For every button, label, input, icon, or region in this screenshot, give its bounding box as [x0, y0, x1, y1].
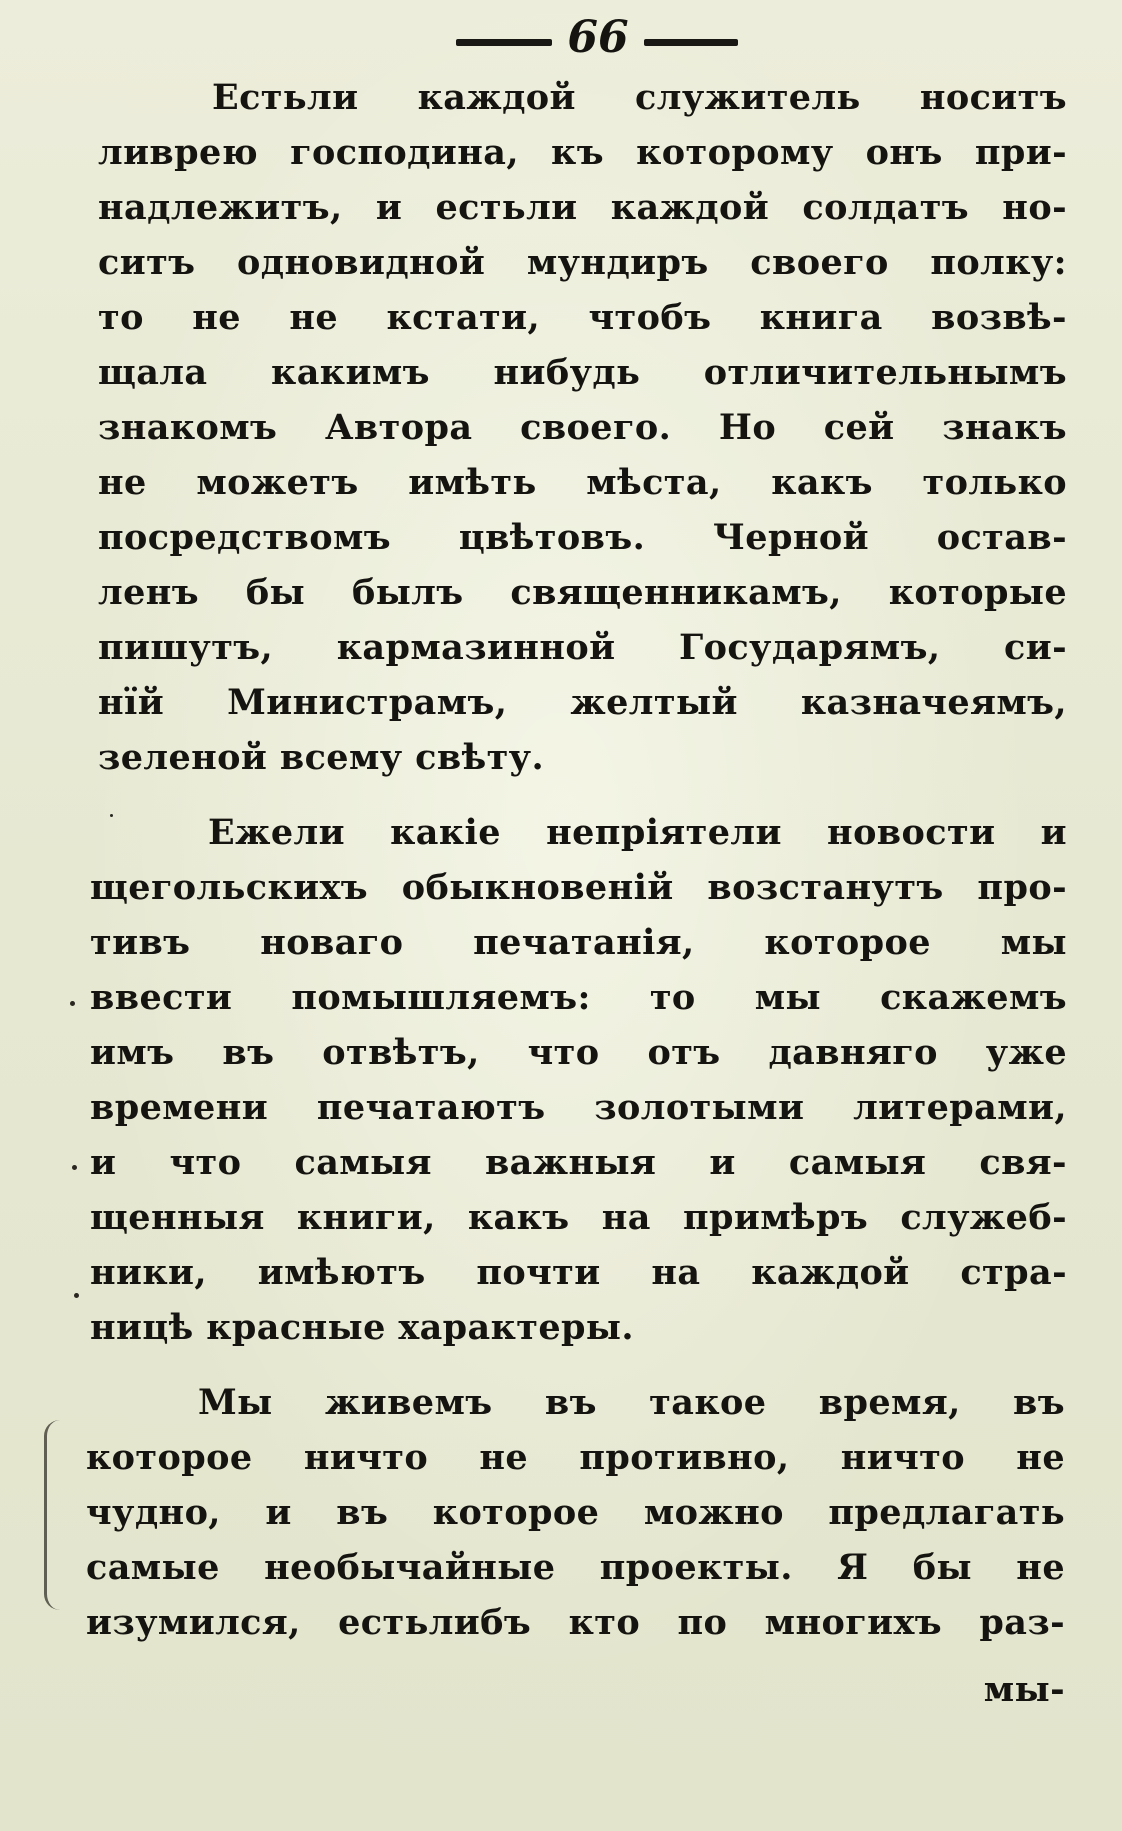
margin-bracket-mark [44, 1420, 65, 1610]
text-line: зеленой всему свѣту. [98, 737, 545, 778]
text-line: надлежитъ, и естьли каждой солдатъ но- [98, 187, 1067, 228]
text-line: самые необычайные проекты. Я бы не [86, 1547, 1065, 1588]
text-line: щегольскихъ обыкновеній возстанутъ про- [90, 867, 1067, 908]
ink-speck [70, 1001, 75, 1006]
text-line: тивъ новаго печатанія, которое мы [90, 922, 1067, 963]
text-line: Ежели какіе непріятели новости и [208, 812, 1067, 853]
text-line: щала какимъ нибудь отличительнымъ [98, 352, 1067, 393]
text-line: ситъ одновидной мундиръ своего полку: [98, 242, 1067, 283]
ink-speck [110, 814, 113, 817]
text-line: изумился, естьлибъ кто по многихъ раз- [86, 1602, 1065, 1643]
ink-speck [74, 1293, 79, 1298]
text-line: ввести помышляемъ: то мы скажемъ [90, 977, 1067, 1018]
text-line: щенныя книги, какъ на примѣръ служеб- [90, 1197, 1067, 1238]
text-line: знакомъ Автора своего. Но сей знакъ [98, 407, 1067, 448]
text-line: пишутъ, кармазинной Государямъ, си- [98, 627, 1067, 668]
text-line: ники, имѣютъ почти на каждой стра- [90, 1252, 1067, 1293]
text-line: имъ въ отвѣтъ, что отъ давняго уже [90, 1032, 1067, 1073]
text-line: ленъ бы былъ священникамъ, которые [98, 572, 1067, 613]
text-line: то не не кстати, чтобъ книга возвѣ- [98, 297, 1067, 338]
text-line: и что самыя важныя и самыя свя- [90, 1142, 1067, 1183]
text-line: Мы живемъ въ такое время, въ [198, 1382, 1065, 1423]
text-line: Естьли каждой служитель носитъ [212, 77, 1067, 118]
text-line: не можетъ имѣть мѣста, какъ только [98, 462, 1067, 503]
catchword: мы- [983, 1669, 1065, 1710]
page-number: 66 [567, 12, 629, 63]
text-line: ницѣ красные характеры. [90, 1307, 634, 1348]
text-line: времени печатаютъ золотыми литерами, [90, 1087, 1067, 1128]
text-line: чудно, и въ которое можно предлагать [86, 1492, 1065, 1533]
text-line: посредствомъ цвѣтовъ. Черной остав- [98, 517, 1067, 558]
text-line: нїй Министрамъ, желтый казначеямъ, [98, 682, 1067, 723]
text-line: которое ничто не противно, ничто не [86, 1437, 1065, 1478]
text-line: ливрею господина, къ которому онъ при- [98, 132, 1067, 173]
ink-speck [72, 1165, 77, 1170]
